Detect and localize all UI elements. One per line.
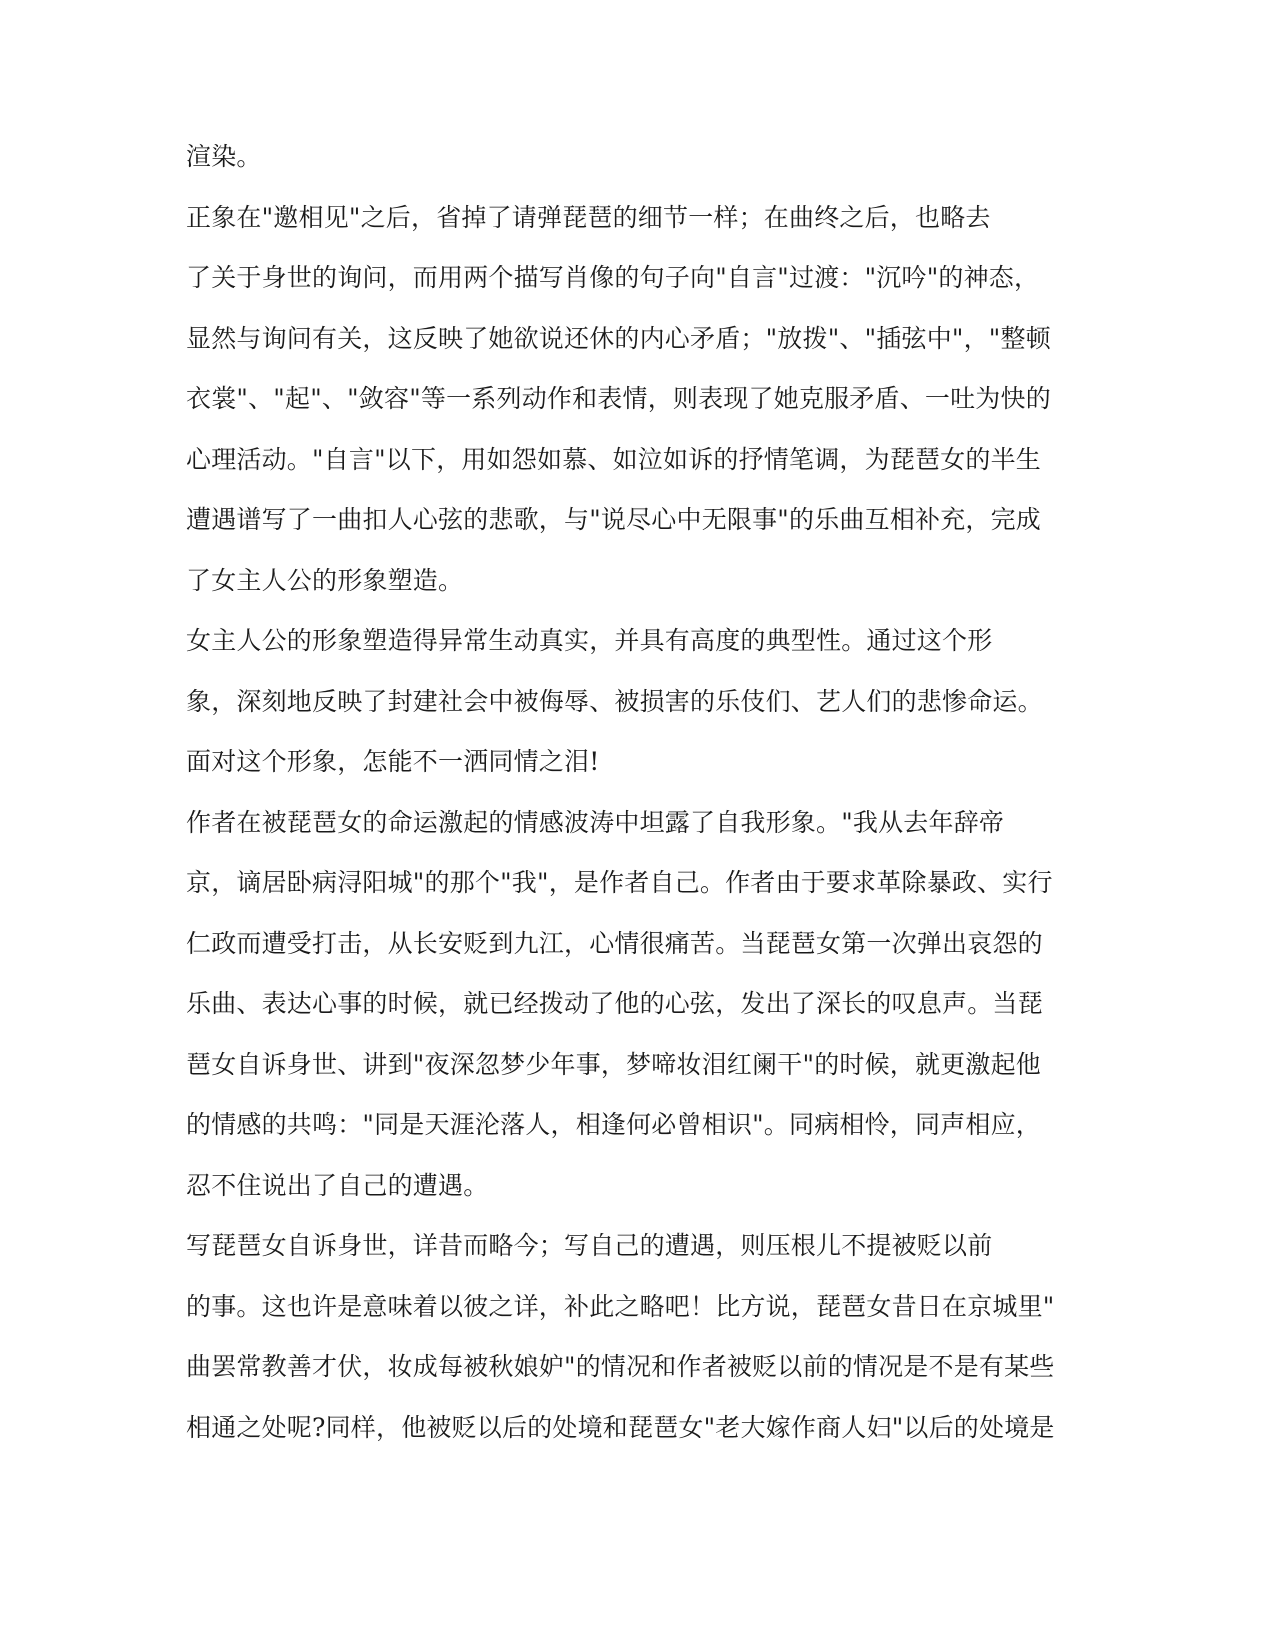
- text-line: 乐曲、表达心事的时候，就已经拨动了他的心弦，发出了深长的叹息声。当琵: [186, 989, 1043, 1018]
- text-line: 京，谪居卧病浔阳城"的那个"我"，是作者自己。作者由于要求革除暴政、实行: [186, 868, 1053, 897]
- text-line: 了女主人公的形象塑造。: [186, 565, 464, 595]
- text-line: 衣裳"、"起"、"敛容"等一系列动作和表情，则表现了她克服矛盾、一吐为快的: [186, 384, 1051, 413]
- document-body: [186, 140, 1066, 1471]
- text-line: 的事。这也许是意味着以彼之详，补此之略吧！比方说，琵琶女昔日在京城里": [186, 1291, 1055, 1321]
- text-line: 心理活动。"自言"以下，用如怨如慕、如泣如诉的抒情笔调，为琵琶女的半生: [186, 444, 1042, 474]
- text-line: 作者在被琵琶女的命运激起的情感波涛中坦露了自我形象。"我从去年辞帝: [186, 807, 1005, 837]
- text-line: 忍不住说出了自己的遭遇。: [186, 1170, 489, 1200]
- text-line: 显然与询问有关，这反映了她欲说还休的内心矛盾；"放拨"、"插弦中"，"整顿: [186, 323, 1051, 353]
- text-line: 渲染。: [186, 142, 262, 171]
- text-line: 相通之处呢?同样，他被贬以后的处境和琵琶女"老大嫁作商人妇"以后的处境是: [186, 1412, 1055, 1442]
- text-line: 曲罢常教善才伏，妆成每被秋娘妒"的情况和作者被贬以前的情况是不是有某些: [186, 1352, 1055, 1381]
- text-line: 的情感的共鸣："同是天涯沦落人，相逢何必曾相识"。同病相怜，同声相应，: [186, 1110, 1042, 1139]
- text-line: 了关于身世的询问，而用两个描写肖像的句子向"自言"过渡："沉吟"的神态，: [186, 263, 1040, 292]
- text-line: 琶女自诉身世、讲到"夜深忽梦少年事，梦啼妆泪红阑干"的时候，就更激起他: [186, 1049, 1042, 1079]
- text-line: 仁政而遭受打击，从长安贬到九江，心情很痛苦。当琵琶女第一次弹出哀怨的: [186, 928, 1043, 958]
- text-line: 女主人公的形象塑造得异常生动真实，并具有高度的典型性。通过这个形: [186, 626, 993, 655]
- text-line: 遭遇谱写了一曲扣人心弦的悲歌，与"说尽心中无限事"的乐曲互相补充，完成: [186, 505, 1042, 534]
- text-line: 象，深刻地反映了封建社会中被侮辱、被损害的乐伎们、艺人们的悲惨命运。: [186, 686, 1043, 716]
- text-line: 正象在"邀相见"之后，省掉了请弹琵琶的细节一样；在曲终之后，也略去: [186, 202, 991, 232]
- text-line: 面对这个形象，怎能不一洒同情之泪!: [186, 747, 600, 776]
- text-line: 写琵琶女自诉身世，详昔而略今；写自己的遭遇，则压根儿不提被贬以前: [186, 1231, 993, 1260]
